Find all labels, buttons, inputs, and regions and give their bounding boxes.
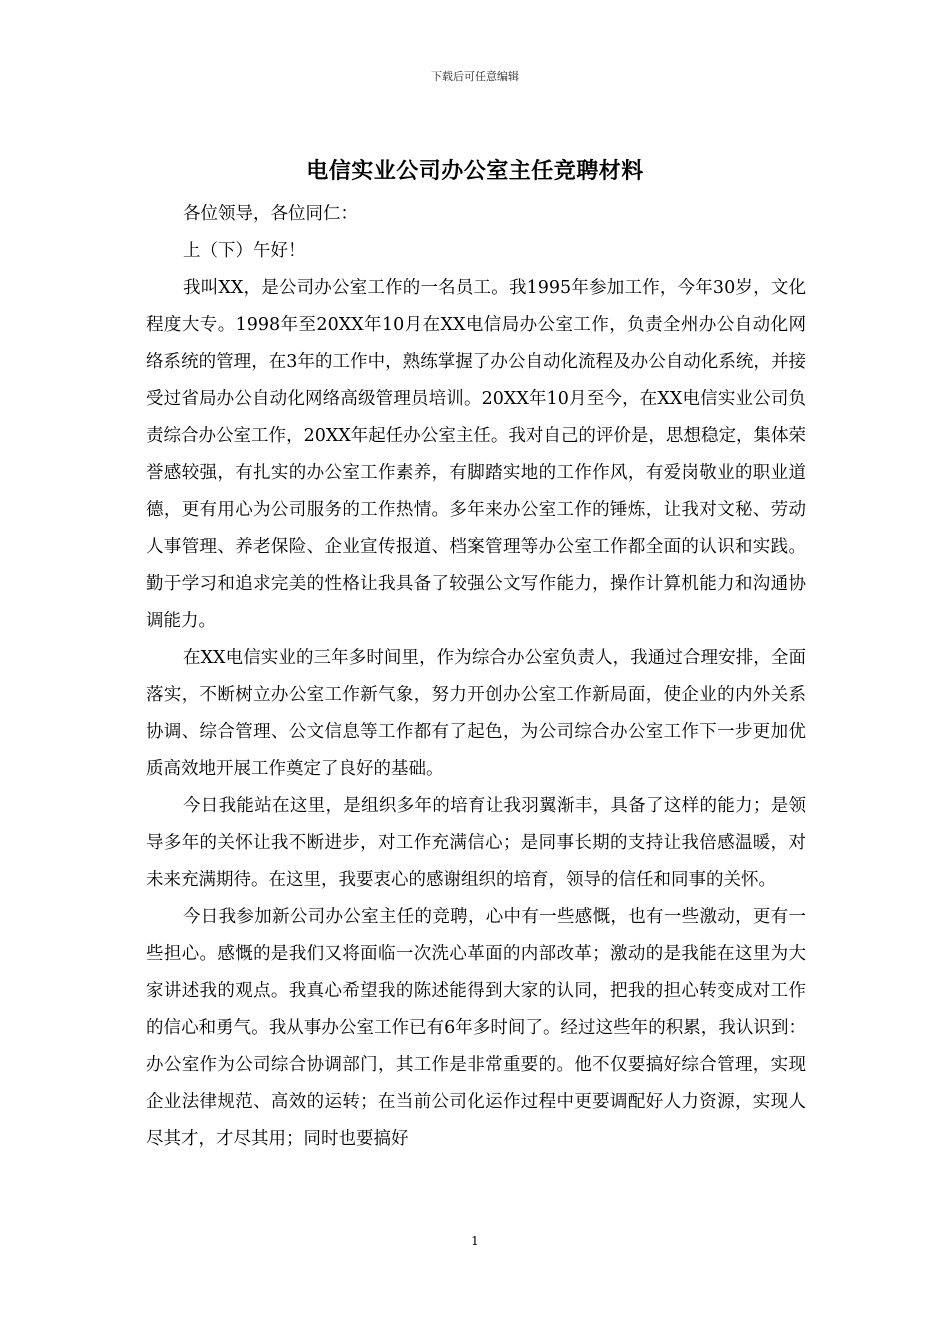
document-title: 电信实业公司办公室主任竞聘材料 bbox=[306, 158, 644, 184]
document-body bbox=[146, 196, 806, 1158]
page-header-note: 下载后可任意编辑 bbox=[431, 70, 519, 83]
motivation-paragraph: 今日我参加新公司办公室主任的竞聘，心中有一些感慨，也有一些激动，更有一些担心。感慨的是我们又将面临一次洗心革面的内部改革；激动的是我能在这里为大家讲述我的观点。我真心希望我的陈述能得到大家的认同，把我的担心转变成对工作的信心和勇气。我从事办公室工作已有6年多时间了。经过这些年的积累，我认识到：办公室作为公司综合协调部门，其工作是非常重要的。他不仅要搞好综合管理，实现企业法律规范、高效的运转；在当前公司化运作过程中更要调配好人力资源，实现人尽其才，才尽其用；同时也要搞好 bbox=[146, 907, 806, 1149]
salutation-paragraph: 各位领导，各位同仁： bbox=[183, 204, 358, 224]
greeting-paragraph: 上（下）午好！ bbox=[183, 241, 306, 261]
achievements-paragraph: 在XX电信实业的三年多时间里，作为综合办公室负责人，我通过合理安排，全面落实，不断树立办公室工作新气象，努力开创办公室工作新局面，使企业的内外关系协调、综合管理、公文信息等工作都有了起色，为公司综合办公室工作下一步更加优质高效地开展工作奠定了良好的基础。 bbox=[146, 648, 806, 779]
page-number: 1 bbox=[471, 1234, 479, 1248]
gratitude-paragraph: 今日我能站在这里，是组织多年的培育让我羽翼渐丰，具备了这样的能力；是领导多年的关怀让我不断进步，对工作充满信心；是同事长期的支持让我倍感温暖，对未来充满期待。在这里，我要衷心的感谢组织的培育，领导的信任和同事的关怀。 bbox=[146, 796, 806, 890]
introduction-paragraph: 我叫XX，是公司办公室工作的一名员工。我1995年参加工作，今年30岁，文化程度大专。1998年至20XX年10月在XX电信局办公室工作，负责全州办公自动化网络系统的管理，在3年的工作中，熟练掌握了办公自动化流程及办公自动化系统，并接受过省局办公自动化网络高级管理员培训。20XX年10月至今，在XX电信实业公司负责综合办公室工作，20XX年起任办公室主任。我对自己的评价是，思想稳定，集体荣誉感较强，有扎实的办公室工作素养，有脚踏实地的工作作风，有爱岗敬业的职业道德，更有用心为公司服务的工作热情。多年来办公室工作的锤炼，让我对文秘、劳动人事管理、养老保险、企业宣传报道、档案管理等办公室工作都全面的认识和实践。勤于学习和追求完美的性格让我具备了较强公文写作能力，操作计算机能力和沟通协调能力。 bbox=[146, 278, 806, 631]
